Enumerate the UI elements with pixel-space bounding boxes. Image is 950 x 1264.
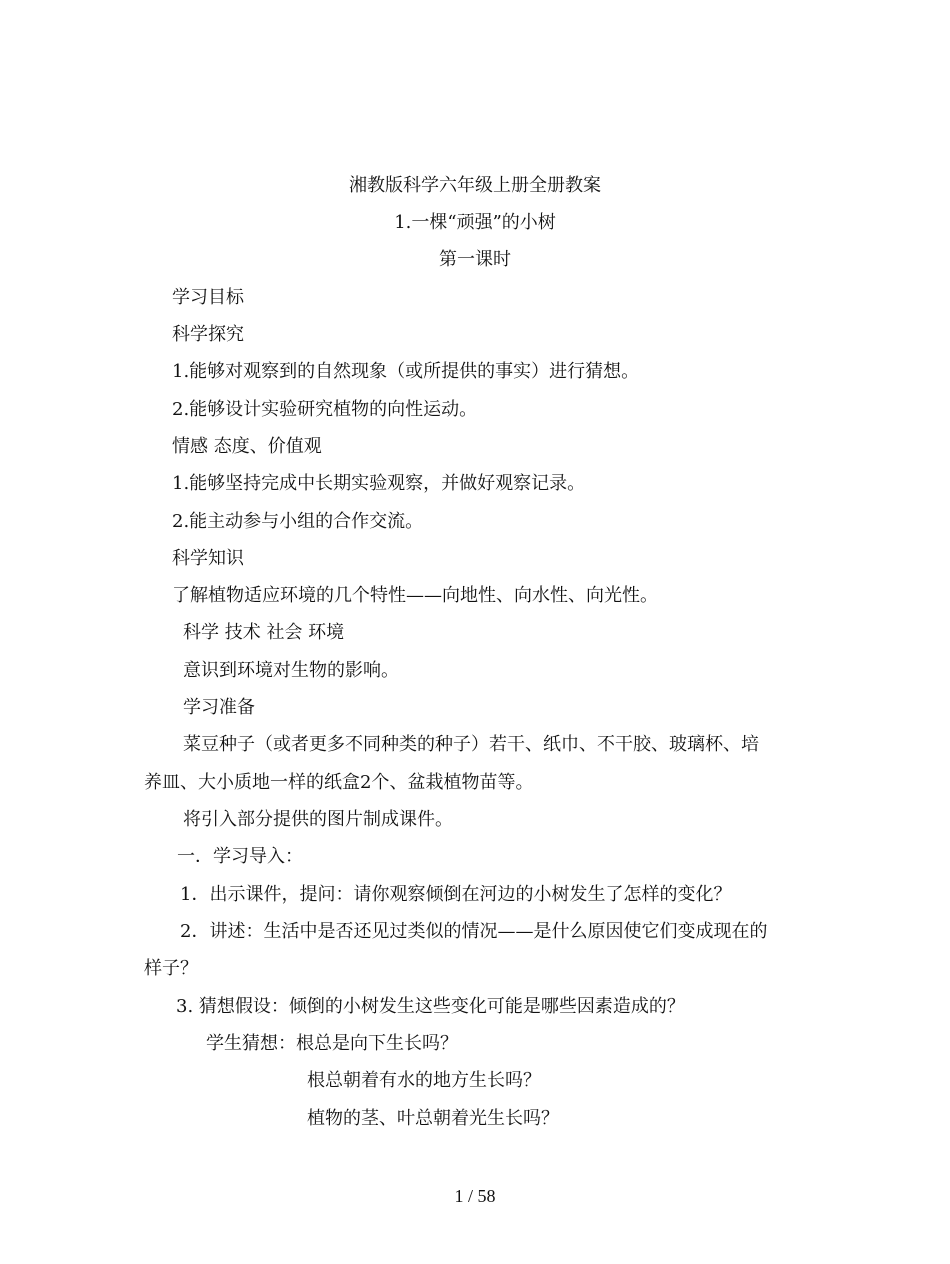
paragraph-line: 了解植物适应环境的几个特性——向地性、向水性、向光性。 — [172, 585, 658, 606]
paragraph-line: 养皿、大小质地一样的纸盒2个、盆栽植物苗等。 — [144, 772, 534, 793]
section-heading: 学习目标 — [172, 287, 244, 308]
paragraph-line: 菜豆种子（或者更多不同种类的种子）若干、纸巾、不干胶、玻璃杯、培 — [183, 734, 759, 755]
paragraph-line: 2．讲述：生活中是否还见过类似的情况——是什么原因使它们变成现在的 — [180, 921, 768, 942]
paragraph-line: 3. 猜想假设：倾倒的小树发生这些变化可能是哪些因素造成的？ — [176, 996, 685, 1017]
paragraph-line: 将引入部分提供的图片制成课件。 — [183, 809, 453, 830]
section-heading: 科学 技术 社会 环境 — [183, 622, 345, 643]
paragraph-line: 1.能够对观察到的自然现象（或所提供的事实）进行猜想。 — [172, 361, 640, 382]
section-heading: 一．学习导入： — [177, 846, 303, 867]
document-title: 湘教版科学六年级上册全册教案 — [349, 175, 601, 196]
page-indicator: 1 / 58 — [454, 1186, 496, 1206]
section-heading: 学习准备 — [183, 697, 255, 718]
paragraph-line: 根总朝着有水的地方生长吗？ — [307, 1070, 541, 1091]
paragraph-line: 意识到环境对生物的影响。 — [183, 660, 399, 681]
paragraph-line: 2.能够设计实验研究植物的向性运动。 — [172, 399, 478, 420]
section-heading: 科学探究 — [172, 324, 244, 345]
paragraph-line: 1.能够坚持完成中长期实验观察，并做好观察记录。 — [172, 473, 586, 494]
paragraph-line: 学生猜想：根总是向下生长吗？ — [206, 1033, 458, 1054]
period-heading: 第一课时 — [439, 249, 511, 270]
paragraph-line: 1．出示课件，提问：请你观察倾倒在河边的小树发生了怎样的变化？ — [180, 884, 732, 905]
lesson-title: 1.一棵“顽强”的小树 — [394, 212, 556, 233]
paragraph-line: 植物的茎、叶总朝着光生长吗？ — [307, 1108, 559, 1129]
section-heading: 科学知识 — [172, 548, 244, 569]
paragraph-line: 样子？ — [144, 958, 198, 979]
section-heading: 情感 态度、价值观 — [172, 436, 322, 457]
paragraph-line: 2.能主动参与小组的合作交流。 — [172, 511, 424, 532]
